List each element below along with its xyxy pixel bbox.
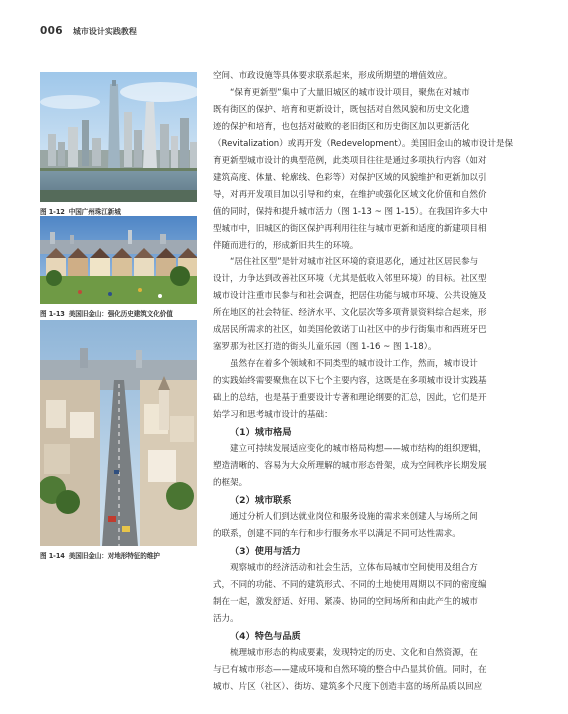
paragraph-urban-connection	[213, 509, 533, 543]
figure-caption-text: 美国旧金山：强化历史建筑文化价值	[68, 310, 173, 318]
paragraph-residential-community	[213, 254, 533, 356]
figure-1-13	[40, 216, 197, 318]
figure-1-14	[40, 320, 197, 560]
text-line: 所在地区的社会特征、经济水平、文化层次等多项背景资料综合起来，形	[213, 308, 487, 319]
text-line: 空间、市政设施等具体要求联系起来，形成所期望的增值效应。	[213, 71, 453, 81]
figure-number: 图 1-14	[40, 552, 65, 560]
text-line: （Revitalization）或再开发（Redevelopment）。美国旧金山的城市设计是保	[213, 138, 514, 149]
text-line: 础上的总结，也是基于重要设计专著和理论纲要的汇总，因此，它们是开	[213, 393, 487, 404]
figure-number: 图 1-13	[40, 310, 65, 318]
text-line: 的联系，创建不同的车行和步行服务水平以满足不同可达性需求。	[213, 528, 461, 539]
text-line: “居住社区型”是针对城市社区环境的衰退恶化，通过社区居民参与	[230, 257, 479, 268]
text-line: 制在一起，激发舒适、好用、紧凑、协同的空间场所和由此产生的城市	[213, 596, 478, 607]
figure-caption	[40, 308, 197, 318]
text-line: 梳理城市形态的构成要素，发现特定的历史、文化和自然资源，在	[230, 647, 478, 658]
photo-guangzhou-skyline	[40, 72, 197, 202]
text-line: 成居民所需求的社区，如美国伦敦诺丁山社区中的步行街集市和西班牙巴	[213, 325, 487, 336]
paragraph-urban-pattern	[213, 441, 533, 492]
figure-caption-text: 中国广州珠江新城	[68, 208, 121, 216]
heading-character-and-quality: （4）特色与品质	[230, 630, 301, 642]
text-line: 设计，力争达到改善社区环境（尤其是低收入邻里环境）的目标。社区型	[213, 274, 487, 285]
text-line: 塞罗那为社区打造的街头儿童乐园（图 1-16 ~ 图 1-18）。	[213, 342, 437, 353]
page-number: 006	[40, 25, 63, 37]
text-line: 通过分析人们到达就业岗位和服务设施的需求来创建人与场所之间	[230, 511, 478, 522]
text-line: 城市、片区（社区）、街坊、建筑多个尺度下创造丰富的场所品质以回应	[213, 681, 483, 692]
figure-caption	[40, 550, 197, 560]
text-line: 塑造清晰的、容易为大众所理解的城市形态骨架，成为空间秩序长期发展	[213, 460, 487, 471]
text-line: 观察城市的经济活动和社会生活，立体布局城市空间使用及组合方	[230, 562, 478, 573]
text-line: 式，不同的功能、不同的建筑形式、不同的土地使用周期以不同的密度编	[213, 579, 487, 590]
paragraph-conservation-renewal	[213, 85, 533, 255]
body-text	[213, 68, 533, 695]
text-line: 活力。	[213, 613, 239, 624]
paragraph-character-and-quality	[213, 645, 533, 696]
text-line: 始学习和思考城市设计的基础：	[213, 410, 333, 421]
text-line: 伴随而进行的，形成新旧共生的环境。	[213, 240, 359, 251]
text-line: 虽然存在着多个领域和不同类型的城市设计工作，然而，城市设计	[230, 359, 478, 370]
text-line: 型城市中，旧城区的街区保护再利用往往与城市更新和适度的新建项目相	[213, 223, 487, 234]
photo-sf-steep-street	[40, 320, 197, 546]
text-line: 建筑高度、体量、轮廓线、色彩等）对保护区域的风貌维护和更新加以引	[213, 172, 487, 183]
text-line: 迹的保护和培育，也包括对破败的老旧街区和历史街区加以更新活化	[213, 121, 470, 132]
figure-caption-text: 美国旧金山：对地形特征的维护	[68, 552, 160, 560]
text-line: 的框架。	[213, 477, 248, 488]
text-line: 建立可持续发展适应变化的城市格局构想——城市结构的组织逻辑，	[230, 444, 487, 455]
heading-use-and-vitality: （3）使用与活力	[230, 545, 301, 557]
text-line: 值的同时，保持和提升城市活力（图 1-13 ~ 图 1-15）。在我国许多大中	[213, 206, 488, 217]
paragraph	[213, 68, 533, 85]
book-title: 城市设计实践教程	[72, 26, 137, 36]
text-line: 导，对再开发项目加以引导和约束，在维护或强化区域文化价值和自然价	[213, 189, 487, 200]
text-line: 的实践始终需要聚焦在以下七个主要内容，这既是在多项城市设计实践基	[213, 376, 487, 387]
paragraph-seven-contents	[213, 356, 533, 424]
figure-caption	[40, 206, 197, 216]
text-line: 育更新型城市设计的典型范例，此类项目往往是通过多项执行内容（如对	[213, 155, 487, 166]
text-line: 既有街区的保护、培育和更新设计，既包括对自然风貌和历史文化遗	[213, 104, 470, 115]
figure-1-12	[40, 72, 197, 216]
heading-urban-connection: （2）城市联系	[230, 494, 292, 506]
text-line: “保育更新型”集中了大量旧城区的城市设计项目，聚焦在对城市	[230, 87, 470, 98]
text-line: 与已有城市形态——建成环境和自然环境的整合中凸显其价值。同时，在	[213, 664, 487, 675]
running-header	[40, 24, 137, 38]
paragraph-use-and-vitality	[213, 560, 533, 628]
photo-painted-ladies	[40, 216, 197, 304]
heading-urban-pattern: （1）城市格局	[230, 427, 292, 439]
text-line: 城市设计注重市民参与和社会调查，把居住功能与城市环境、公共设施及	[213, 291, 487, 302]
figure-number: 图 1-12	[40, 208, 65, 216]
